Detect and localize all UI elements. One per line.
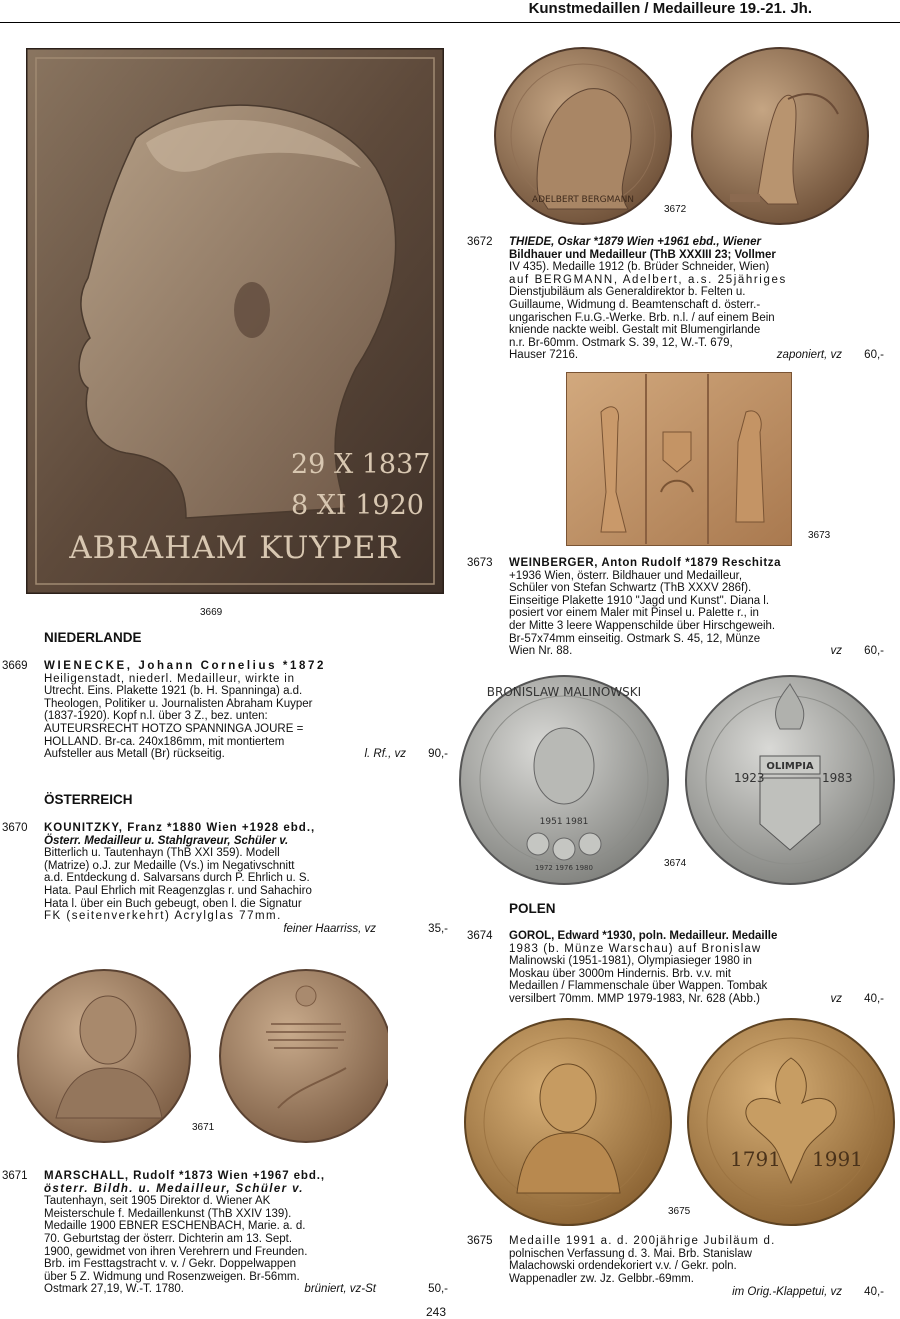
- lot-3673: [467, 557, 884, 658]
- section-heading-oesterreich: ÖSTERREICH: [44, 792, 133, 807]
- image-number-3673: 3673: [808, 530, 831, 541]
- olimpia-year-1: 1923: [734, 771, 765, 785]
- lot-line: (1837-1920). Kopf n.l. über 3 Z., bez. unten:: [44, 710, 268, 723]
- lot-number: 3669: [2, 660, 28, 672]
- lot-condition: feiner Haarriss, vz: [283, 923, 376, 935]
- lot-line: Br-57x74mm einseitig. Ostmark S. 45, 12, Münze: [509, 632, 761, 645]
- kuyper-birth-date: 29 X 1837: [291, 449, 431, 480]
- lot-line: Heiligenstadt, niederl. Medailleur, wirkte in: [44, 672, 295, 685]
- lot-line: Guillaume, Widmung d. Beamtenschaft d. österr.-: [509, 298, 761, 311]
- lot-line: 70. Geburtstag der österr. Dichterin am 13. Sept.: [44, 1232, 293, 1245]
- lot-condition: im Orig.-Klappetui, vz: [732, 1286, 842, 1298]
- lot-number: 3675: [467, 1235, 493, 1247]
- lot-number: 3671: [2, 1170, 28, 1182]
- lot-line: WEINBERGER, Anton Rudolf *1879 Reschitza: [509, 557, 782, 569]
- malinowski-life-years: 1951 1981: [539, 817, 589, 827]
- lot-line: versilbert 70mm. MMP 1979-1983, Nr. 628 (Abb.): [509, 992, 760, 1005]
- section-heading-polen: POLEN: [509, 901, 556, 916]
- lot-line: 1983 (b. Münze Warschau) auf Bronislaw: [509, 942, 762, 955]
- lot-3674: [467, 930, 884, 1006]
- lot-line: Theologen, Politiker u. Journalisten Abraham Kuyper: [44, 697, 313, 710]
- lot-line: Brb. im Festtagstracht v. v. / Gekr. Doppelwappen: [44, 1258, 297, 1271]
- kuyper-name-inscription: ABRAHAM KUYPER: [69, 530, 401, 566]
- lot-line: Hata. Paul Ehrlich mit Reagenzglas r. und Sahachiro: [44, 884, 312, 897]
- lot-price: 40,-: [864, 993, 884, 1005]
- lot-line: MARSCHALL, Rudolf *1873 Wien +1967 ebd.,: [44, 1170, 325, 1182]
- image-number-3675: 3675: [668, 1206, 691, 1217]
- lot-line: über 5 Z. Widmung und Rosenzweigen. Br-56mm.: [44, 1270, 300, 1283]
- kuyper-death-date: 8 XI 1920: [291, 490, 424, 521]
- lot-condition: l. Rf., vz: [364, 748, 406, 760]
- lot-3671: [2, 1170, 448, 1296]
- lot-line: Bildhauer und Medailleur (ThB XXXIII 23; Vollmer: [509, 248, 776, 261]
- lot-line: Medaillen / Flammenschale über Wappen. Tombak: [509, 980, 768, 993]
- kuyper-plaquette-image: [26, 48, 444, 594]
- page-header-title: Kunstmedaillen / Medailleure 19.-21. Jh.: [528, 0, 812, 17]
- jagd-und-kunst-plaquette-image: [566, 372, 792, 546]
- image-number-3669: 3669: [200, 607, 223, 618]
- lot-line: Moskau über 3000m Hindernis. Brb. v.v. mit: [509, 967, 731, 980]
- lot-line: +1936 Wien, österr. Bildhauer und Medailleur,: [509, 569, 743, 582]
- lot-number: 3674: [467, 930, 493, 942]
- lot-condition: vz: [830, 993, 842, 1005]
- malachowski-medal-image: [462, 1018, 898, 1228]
- lot-line: Medaille 1900 EBNER ESCHENBACH, Marie. a. d.: [44, 1220, 306, 1233]
- lot-line: THIEDE, Oskar *1879 Wien +1961 ebd., Wiener: [509, 236, 761, 248]
- lot-line: Wappenadler zw. Jz. Gelbbr.-69mm.: [509, 1272, 694, 1285]
- lot-line: a.d. Entdeckung d. Salvarsans durch P. Ehrlich u. S.: [44, 872, 310, 885]
- lot-line: Wien Nr. 88.: [509, 645, 573, 658]
- lot-line: WIENECKE, Johann Cornelius *1872: [44, 660, 326, 672]
- image-number-3674: 3674: [664, 858, 687, 869]
- lot-number: 3673: [467, 557, 493, 569]
- lot-line: Malinowski (1951-1981), Olympiasieger 1980 in: [509, 955, 752, 968]
- lot-line: (Matrize) o.J. zur Medaille (Vs.) im Negativschnitt: [44, 859, 295, 872]
- lot-line: GOROL, Edward *1930, poln. Medailleur. Medaille: [509, 930, 778, 942]
- lot-line: n.r. Br-60mm. Ostmark S. 39, 12, W.-T. 679,: [509, 336, 733, 349]
- malinowski-olympic-years: 1972 1976 1980: [535, 864, 593, 872]
- bergmann-medal-inscription: ADELBERT BERGMANN: [531, 195, 635, 205]
- lot-line: Tautenhayn, seit 1905 Direktor d. Wiener AK: [44, 1195, 271, 1208]
- lot-line: Dienstjubiläum als Generaldirektor b. Felten u.: [509, 286, 746, 299]
- olimpia-year-2: 1983: [822, 771, 853, 785]
- lot-line: FK (seitenverkehrt) Acrylglas 77mm.: [44, 910, 282, 923]
- malachowski-year-2: 1991: [812, 1147, 863, 1171]
- section-heading-niederlande: NIEDERLANDE: [44, 630, 142, 645]
- lot-line: 1900, gewidmet von ihren Verehrern und Freunden.: [44, 1245, 308, 1258]
- lot-line: kniende nackte weibl. Gestalt mit Blumengirlande: [509, 324, 761, 337]
- ebner-eschenbach-medal-image: [16, 968, 388, 1144]
- lot-price: 90,-: [428, 748, 448, 760]
- lot-line: Medaille 1991 a. d. 200jährige Jubiläum d.: [509, 1235, 776, 1247]
- lot-3670: [2, 822, 448, 935]
- header-rule: [0, 22, 900, 23]
- lot-line: Ostmark 27,19, W.-T. 1780.: [44, 1283, 184, 1296]
- lot-condition: vz: [830, 645, 842, 657]
- lot-line: Hata l. über ein Buch gebeugt, oben l. die Signatur: [44, 897, 302, 910]
- lot-line: AUTEURSRECHT HOTZO SPANNINGA JOURE =: [44, 722, 304, 735]
- lot-line: Aufsteller aus Metall (Br) rückseitig.: [44, 748, 225, 761]
- lot-price: 40,-: [864, 1286, 884, 1298]
- bergmann-medal-image: [478, 44, 876, 228]
- lot-line: Österr. Medailleur u. Stahlgraveur, Schüler v.: [44, 834, 289, 847]
- lot-line: KOUNITZKY, Franz *1880 Wien +1928 ebd.,: [44, 822, 316, 834]
- lot-line: Einseitige Plakette 1910 "Jagd und Kunst". Diana l.: [509, 594, 770, 607]
- malinowski-medal-image: [458, 674, 898, 886]
- malinowski-name-inscription: BRONISLAW MALINOWSKI: [486, 685, 642, 699]
- lot-3672: [467, 236, 884, 362]
- lot-line: ungarischen F.u.G.-Werke. Brb. n.l. / auf einem Bein: [509, 311, 775, 324]
- lot-line: österr. Bildh. u. Medailleur, Schüler v.: [44, 1182, 304, 1195]
- lot-line: Hauser 7216.: [509, 349, 579, 362]
- lot-line: HOLLAND. Br-ca. 240x186mm, mit montiertem: [44, 735, 285, 748]
- lot-line: auf BERGMANN, Adelbert, a.s. 25jähriges: [509, 273, 787, 286]
- lot-price: 60,-: [864, 349, 884, 361]
- lot-3669: [2, 660, 448, 761]
- lot-price: 35,-: [428, 923, 448, 935]
- lot-line: Schüler von Stefan Schwartz (ThB XXXV 286f).: [509, 582, 752, 595]
- lot-line: Utrecht. Eins. Plakette 1921 (b. H. Spanninga) a.d.: [44, 685, 303, 698]
- page-number: 243: [426, 1305, 447, 1319]
- lot-price: 50,-: [428, 1283, 448, 1295]
- lot-line: posiert vor einem Maler mit Pinsel u. Palette r., in: [509, 607, 759, 620]
- lot-price: 60,-: [864, 645, 884, 657]
- image-number-3671: 3671: [192, 1122, 215, 1133]
- lot-3675: [467, 1235, 884, 1298]
- olimpia-inscription: OLIMPIA: [766, 761, 814, 772]
- lot-condition: zaponiert, vz: [776, 349, 842, 361]
- lot-line: IV 435). Medaille 1912 (b. Brüder Schneider, Wien): [509, 261, 770, 274]
- image-number-3672: 3672: [664, 204, 687, 215]
- lot-line: der Mitte 3 leere Wappenschilde über Hirschgeweih.: [509, 619, 776, 632]
- lot-line: Meisterschule f. Medaillenkunst (ThB XXIV 139).: [44, 1207, 292, 1220]
- lot-condition: brüniert, vz-St: [304, 1283, 376, 1295]
- lot-line: Malachowski ordendekoriert v.v. / Gekr. poln.: [509, 1260, 737, 1273]
- lot-number: 3670: [2, 822, 28, 834]
- malachowski-year-1: 1791: [730, 1147, 781, 1171]
- lot-line: Bitterlich u. Tautenhayn (ThB XXI 359). Modell: [44, 847, 280, 860]
- lot-line: polnischen Verfassung d. 3. Mai. Brb. Stanislaw: [509, 1247, 752, 1260]
- lot-number: 3672: [467, 236, 493, 248]
